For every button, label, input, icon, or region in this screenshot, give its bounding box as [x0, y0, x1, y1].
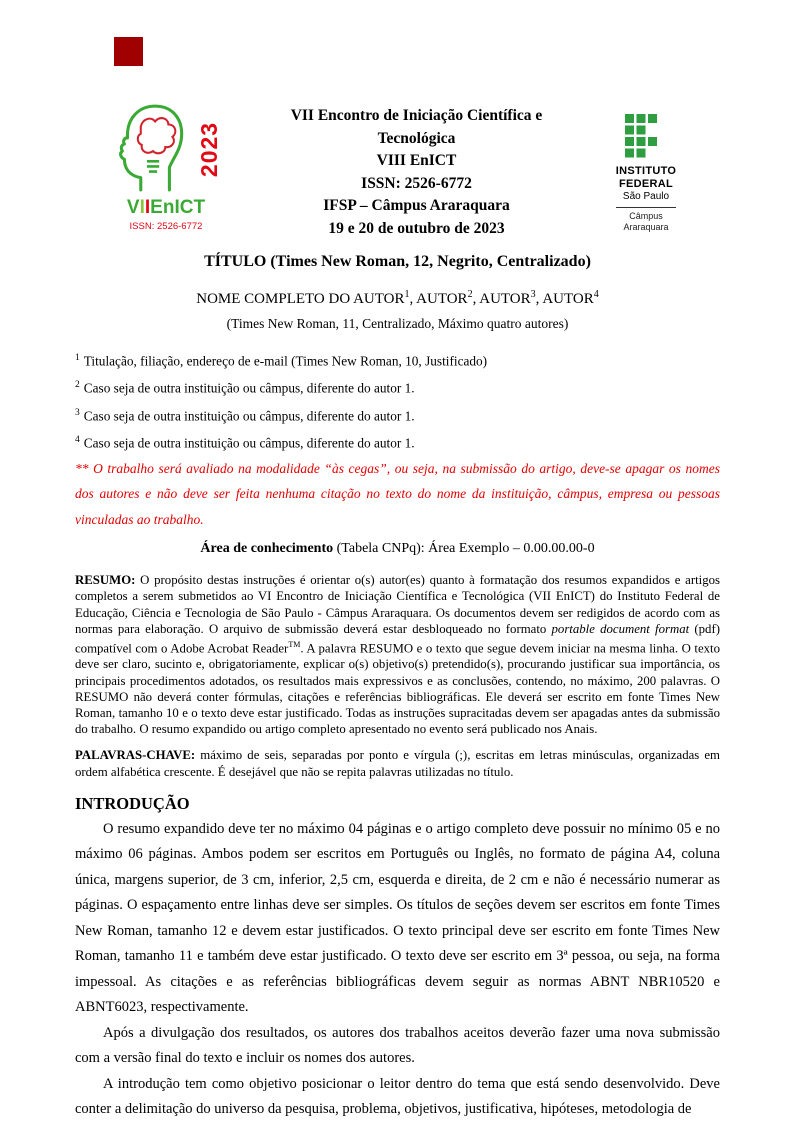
author-part: , AUTOR$^2$ — [409, 289, 473, 307]
footnote-sup: 4 — [75, 435, 80, 446]
author-sup: 2 — [467, 289, 473, 300]
enict-logo-issn: ISSN: 2526-6772 — [129, 221, 203, 232]
resumo-text: (pdf) compatível com o Adobe Acrobat Reader — [75, 621, 720, 656]
keywords-text: máximo de seis, separadas por ponto e vírgula (;), escritas em letras minúsculas, organizadas em ordem alfabética crescente. É desejável que não se repita palavras utilizadas no título. — [75, 748, 720, 779]
keywords-label: PALAVRAS-CHAVE: — [75, 748, 196, 763]
knowledge-area-line — [75, 540, 720, 558]
if-squares-icon — [625, 114, 667, 159]
footnote — [75, 346, 720, 373]
event-info — [235, 100, 598, 240]
paper-body — [75, 253, 720, 1123]
intro-paragraph-3: A introdução tem como objetivo posicionar o leitor dentro do tema que está sendo desenvolvido. Deve conter a delimitação do universo da pesquisa, problema, objetivos, justificativa, hipóteses, metodologia de — [75, 1075, 720, 1118]
institute-name-line: INSTITUTO — [615, 165, 677, 177]
intro-paragraph-1: O resumo expandido deve ter no máximo 04 páginas e o artigo completo deve possuir no mínimo 05 e no máximo 06 páginas. Ambos podem ser escritos em Português ou Inglês, no formato de página A4, coluna única, margens superior, de 3 cm, inferior, 2,5 cm, esquerda e direita, de 2 cm e não é necessário numerar as páginas. O espaçamento entre linhas deve ser simples. Os títulos de seções devem ser escritos em fonte Times New Roman, tamanho 12 e devem estar justificados. O texto principal deve ser escrito em fonte Times New Roman, tamanho 11 e também deve estar justificado. O texto deve ser escrito em 3ª pessoa, ou seja, na forma impessoal. As citações e as referências bibliográficas devem seguir as normas ABNT NBR10520 e ABNT6023, respectivamente. — [75, 820, 720, 1016]
brand-letter: I — [144, 197, 151, 218]
author-sup: 3 — [530, 289, 536, 300]
footnote — [75, 401, 720, 428]
resumo-label: RESUMO: — [75, 573, 136, 588]
resumo-text: O propósito destas instruções é orientar o(s) autor(es) quanto à formatação dos resumos expandidos e artigos completos a serem submetidos ao VI Encontro de Iniciação Científica e Tecnológica (VII EnICT) do Instituto Federal de Educação, Ciência e Tecnologia de São Paulo - Câmpus Araraquara. Os documentos devem ser redigidos de acordo com as normas para elaboração. O arquivo de submissão deverá estar desbloqueado no formato — [75, 573, 720, 636]
paper-title: TÍTULO (Times New Roman, 12, Negrito, Centralizado) — [204, 253, 591, 270]
author-part: , AUTOR$^3$ — [472, 289, 536, 307]
brand-letters: EnICT — [150, 197, 206, 218]
footnote-sup: 2 — [75, 380, 80, 391]
blind-review-notice: ** O trabalho será avaliado na modalidade “às cegas”, ou seja, na submissão do artigo, deve-se apagar os nomes dos autores e não deve ser feita nenhuma citação no texto do nome da instituição, câmpus, empresa ou pessoas vinculadas ao trabalho. — [75, 460, 720, 527]
authors-note: (Times New Roman, 11, Centralizado, Máximo quatro autores) — [226, 316, 569, 331]
resumo-italic-term: portable document format — [551, 621, 690, 636]
author-footnotes — [75, 346, 720, 456]
footnote-text: Caso seja de outra instituição ou câmpus, diferente do autor 1. — [83, 380, 415, 396]
resumo-paragraph — [75, 572, 720, 737]
brand-letter: I — [139, 197, 145, 218]
event-info-line: VII Encontro de Iniciação Científica e — [290, 107, 543, 124]
document-header — [110, 100, 694, 240]
trademark-sup: TM — [288, 640, 301, 649]
resumo-text: . A palavra RESUMO e o texto que segue devem iniciar na mesma linha. O texto deve ser claro, sucinto e, obrigatoriamente, explicar o(s) objetivo(s) pretendido(s), procurando justificar sua importância, os principais procedimentos adotados, os resultados mais expressivos e as conclusões, contendo, no máximo, 200 palavras. O RESUMO não deverá conter fórmulas, citações e referências bibliográficas. Ele deverá ser escrito em fonte Times New Roman, tamanho 10 e o texto deve estar justificado. Todas as instruções supracitadas devem ser apagadas antes da submissão do trabalho. O resumo expandido ou artigo completo apresentado no evento será publicado nos Anais. — [75, 641, 720, 737]
enict-logo-year: 2023 — [196, 121, 223, 178]
event-info-line: Tecnológica — [377, 129, 456, 147]
event-info-line: ISSN: 2526-6772 — [361, 174, 472, 192]
enict-logo — [110, 100, 235, 240]
footnote-sup: 1 — [75, 353, 80, 363]
author-sup: 1 — [404, 289, 410, 300]
head-lightbulb-icon — [110, 100, 192, 192]
footnote-text: Caso seja de outra instituição ou câmpus, diferente do autor 1. — [83, 408, 415, 424]
footnote — [75, 373, 720, 400]
event-info-line: IFSP – Câmpus Araraquara — [323, 197, 510, 214]
knowledge-area-label: Área de conhecimento — [200, 541, 334, 557]
campus-name-line: Araraquara — [623, 222, 669, 232]
section-heading-introducao: INTRODUÇÃO — [75, 793, 190, 813]
author-sup: 4 — [593, 289, 599, 300]
ifsp-logo — [598, 100, 694, 233]
logo-divider — [616, 207, 676, 208]
event-info-line: 19 e 20 de outubro de 2023 — [328, 219, 505, 237]
campus-name-line: Câmpus — [629, 211, 663, 221]
event-info-line: VIII EnICT — [376, 152, 457, 169]
intro-paragraph-2: Após a divulgação dos resultados, os autores dos trabalhos aceitos deverão fazer uma nova submissão com a versão final do texto e incluir os nomes dos autores. — [75, 1024, 720, 1067]
keywords-paragraph — [75, 747, 720, 779]
footnote-text: Caso seja de outra instituição ou câmpus, diferente do autor 1. — [83, 435, 415, 451]
footnote-sup: 3 — [75, 407, 80, 418]
author-part: , AUTOR$^4$ — [535, 289, 599, 307]
institute-state: São Paulo — [622, 191, 670, 202]
knowledge-area-value: (Tabela CNPq): Área Exemplo – 0.00.00.00-0 — [333, 541, 595, 557]
footnote-text: Titulação, filiação, endereço de e-mail (Times New Roman, 10, Justificado) — [83, 353, 488, 369]
authors-line — [75, 285, 720, 309]
author-part: NOME COMPLETO DO AUTOR$^1$ — [196, 289, 410, 307]
enict-logo-brand — [110, 197, 222, 219]
institute-name-line: FEDERAL — [618, 177, 674, 190]
brand-letter: V — [126, 197, 140, 218]
footnote — [75, 428, 720, 455]
corner-red-square — [114, 37, 143, 66]
